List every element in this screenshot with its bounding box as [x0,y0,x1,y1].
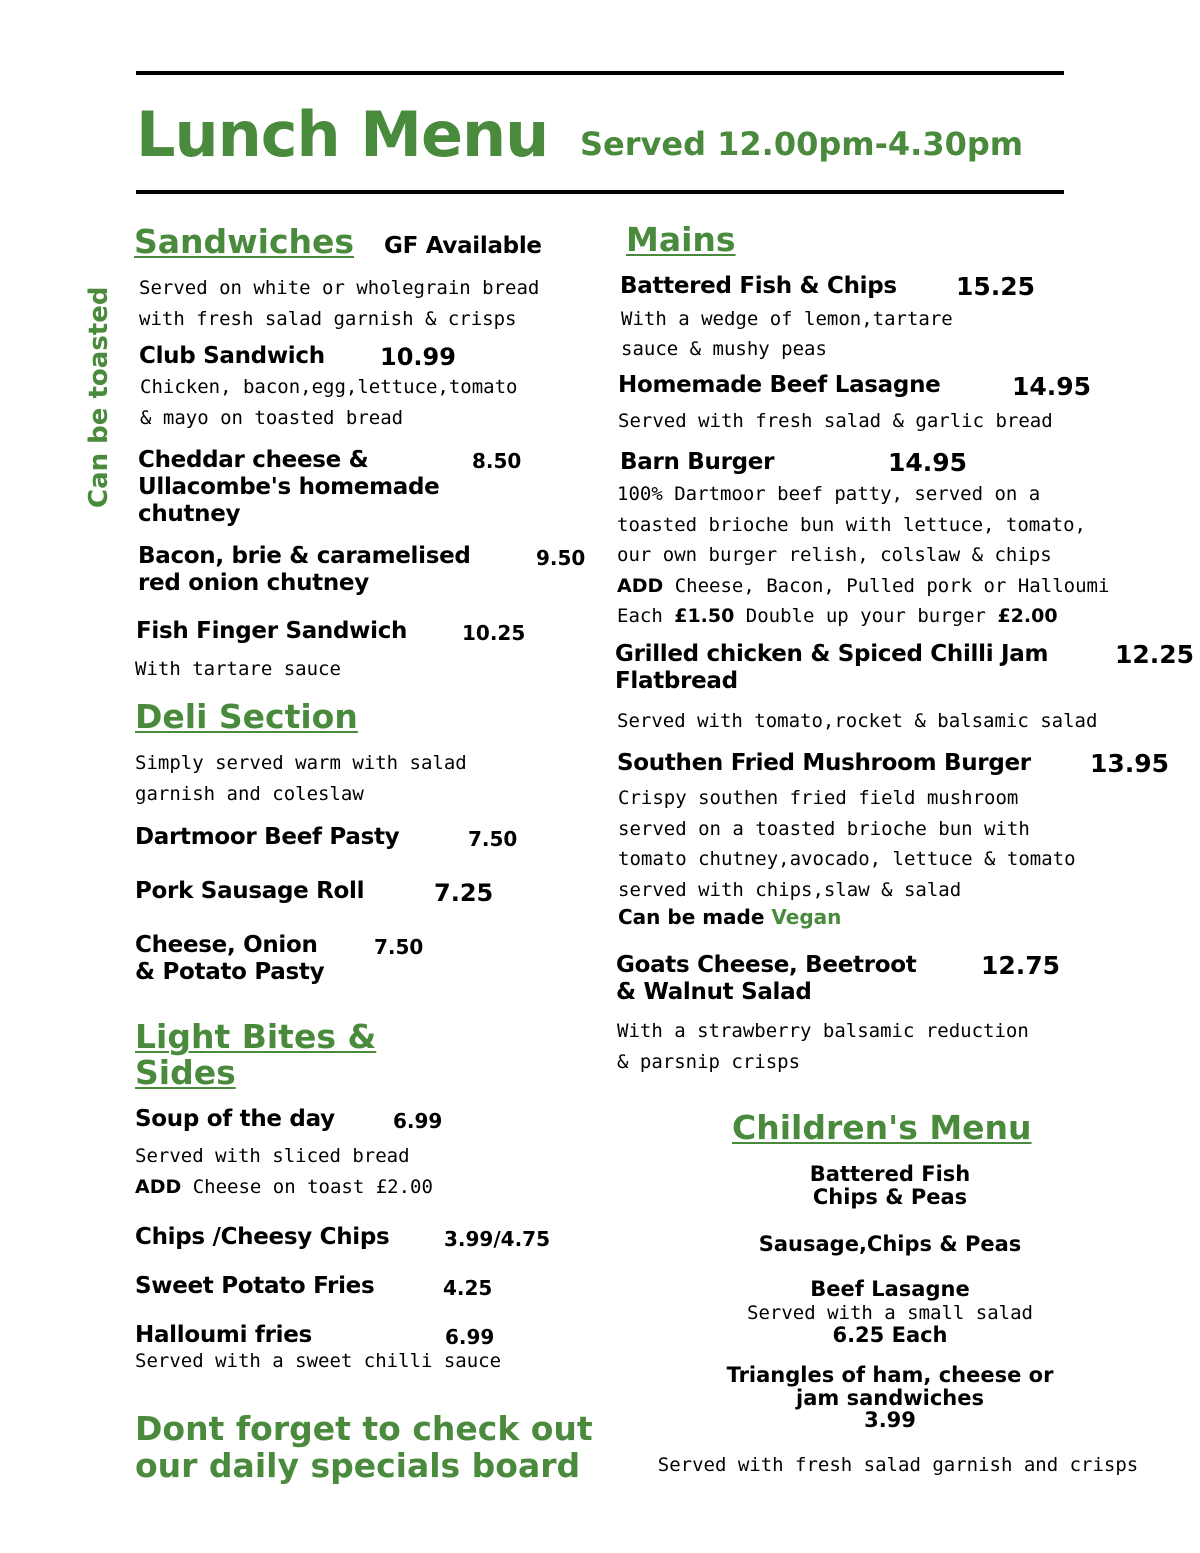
halloumi-desc: Served with a sweet chilli sauce [135,1350,502,1372]
top-rule [136,71,1064,75]
specials-board-note: Dont forget to check out our daily specials board [135,1409,593,1485]
soup-name: Soup of the day [135,1106,335,1132]
header-rule [136,190,1064,194]
service-hours: Served 12.00pm-4.30pm [580,125,1024,163]
barn-burger-desc: 100% Dartmoor beef patty, served on a toasted brioche bun with lettuce, tomato, our own burger relish, colslaw & chips ADD Cheese, Bacon, Pulled pork or Halloumi Each £1.50 Double up your burger £2.00 [617,483,1110,627]
sweet-potato-price: 4.25 [443,1276,493,1300]
vegan-note: Can be made Vegan [618,905,842,929]
cheese-pasty-price: 7.50 [374,935,424,959]
burger-add-label: ADD [617,574,664,597]
chicken-flatbread-name: Grilled chicken & Spiced Chilli Jam Flatbread [615,641,1049,694]
page-title: Lunch Menu [136,98,549,171]
chips-name: Chips /Cheesy Chips [135,1224,390,1250]
gf-available-tag: GF Available [384,233,542,259]
vegan-label: Vegan [771,905,842,929]
kids-menu-note: Served with fresh salad garnish and crisps [657,1454,1139,1476]
soup-price: 6.99 [393,1109,443,1133]
kids-sandwich-item: Triangles of ham, cheese or jam sandwiches [726,1363,1054,1410]
sandwiches-heading: Sandwiches [134,222,355,261]
sweet-potato-name: Sweet Potato Fries [135,1273,375,1299]
childrens-menu-heading: Children's Menu [732,1108,1032,1147]
fish-finger-price: 10.25 [462,621,526,645]
fish-chips-price: 15.25 [956,272,1036,301]
cheese-pasty-name: Cheese, Onion & Potato Pasty [135,932,325,985]
goats-cheese-name: Goats Cheese, Beetroot & Walnut Salad [616,952,917,1005]
kids-lasagne-item: Beef Lasagne [810,1277,970,1301]
club-sandwich-name: Club Sandwich [139,343,325,369]
light-bites-heading: Light Bites & Sides [135,1017,377,1092]
kids-sausage-item: Sausage,Chips & Peas [758,1232,1022,1256]
goats-cheese-price: 12.75 [981,951,1061,980]
can-be-toasted-note: Can be toasted [84,286,114,508]
mushroom-burger-desc: Crispy southen fried field mushroom served on a toasted brioche bun with tomato chutney,avocado, lettuce & tomato served with chips,slaw & salad [618,787,1076,901]
fish-chips-desc: With a wedge of lemon,tartare sauce & mushy peas [621,308,953,360]
fish-finger-name: Fish Finger Sandwich [136,618,408,644]
beef-pasty-name: Dartmoor Beef Pasty [135,824,400,850]
goats-cheese-desc: With a strawberry balsamic reduction & parsnip crisps [617,1020,1029,1073]
mushroom-burger-name: Southen Fried Mushroom Burger [617,750,1031,776]
club-sandwich-price: 10.99 [380,343,456,371]
chicken-flatbread-desc: Served with tomato,rocket & balsamic salad [617,710,1098,732]
kids-lasagne-desc: Served with a small salad [747,1302,1033,1324]
sandwiches-intro: Served on white or wholegrain bread with fresh salad garnish & crisps [139,277,540,330]
burger-extra-price: £1.50 [674,605,735,627]
beef-pasty-price: 7.50 [468,827,518,851]
soup-desc: Served with sliced bread ADD Cheese on toast £2.00 [135,1145,433,1198]
cheddar-sandwich-price: 8.50 [472,449,522,473]
sausage-roll-name: Pork Sausage Roll [135,878,365,904]
chips-price: 3.99/4.75 [444,1227,550,1251]
cheddar-sandwich-name: Cheddar cheese & Ullacombe's homemade chutney [138,447,440,527]
deli-heading: Deli Section [135,697,358,736]
sausage-roll-price: 7.25 [434,879,494,907]
mushroom-burger-price: 13.95 [1090,749,1170,778]
chicken-flatbread-price: 12.25 [1115,640,1195,669]
lasagne-desc: Served with fresh salad & garlic bread [618,410,1053,432]
deli-intro: Simply served warm with salad garnish and coleslaw [135,752,467,805]
fish-finger-desc: With tartare sauce [135,658,341,680]
bacon-brie-price: 9.50 [536,546,586,570]
bacon-brie-name: Bacon, brie & caramelised red onion chutney [138,543,471,596]
barn-burger-name: Barn Burger [620,449,775,475]
add-label: ADD [135,1176,182,1198]
halloumi-price: 6.99 [445,1325,495,1349]
club-sandwich-desc: Chicken, bacon,egg,lettuce,tomato & mayo on toasted bread [140,376,518,429]
kids-fish-item: Battered Fish Chips & Peas [809,1162,971,1209]
fish-chips-name: Battered Fish & Chips [620,273,897,299]
lasagne-name: Homemade Beef Lasagne [618,372,941,398]
barn-burger-price: 14.95 [888,448,968,477]
kids-price-each: 6.25 Each [832,1323,948,1347]
mains-heading: Mains [626,220,736,259]
lasagne-price: 14.95 [1012,372,1092,401]
halloumi-name: Halloumi fries [135,1322,312,1348]
kids-sandwich-price: 3.99 [864,1408,916,1432]
double-up-price: £2.00 [997,605,1058,627]
